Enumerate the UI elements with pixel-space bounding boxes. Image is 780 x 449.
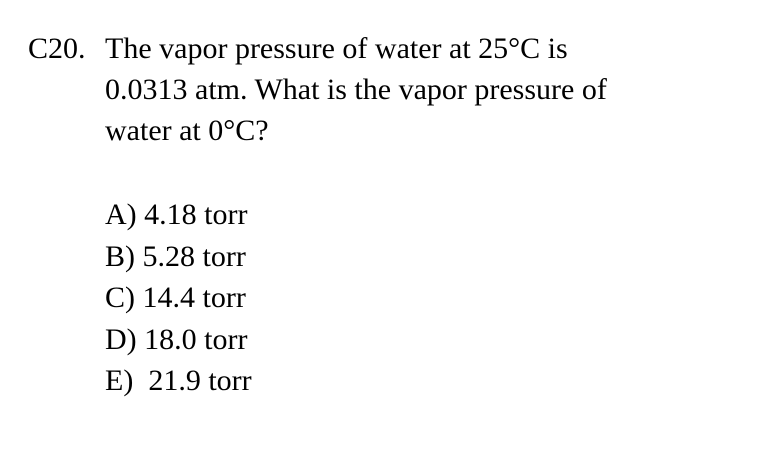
- choice-b: B) 5.28 torr: [105, 239, 246, 273]
- question-block: [28, 28, 768, 151]
- choice-e: E) 21.9 torr: [105, 364, 252, 397]
- choice-d: D) 18.0 torr: [105, 322, 248, 356]
- question-text-line-2: 0.0313 atm. What is the vapor pressure of: [105, 73, 607, 106]
- question-number: C20.: [28, 32, 86, 65]
- question-text-line-3: water at 0°C?: [105, 114, 269, 147]
- answer-choices: [105, 194, 252, 402]
- question-line-1: [28, 28, 768, 69]
- choice-c: C) 14.4 torr: [105, 281, 246, 314]
- choice-a: A) 4.18 torr: [105, 198, 248, 231]
- question-text-line-1: The vapor pressure of water at 25°C is: [105, 32, 568, 65]
